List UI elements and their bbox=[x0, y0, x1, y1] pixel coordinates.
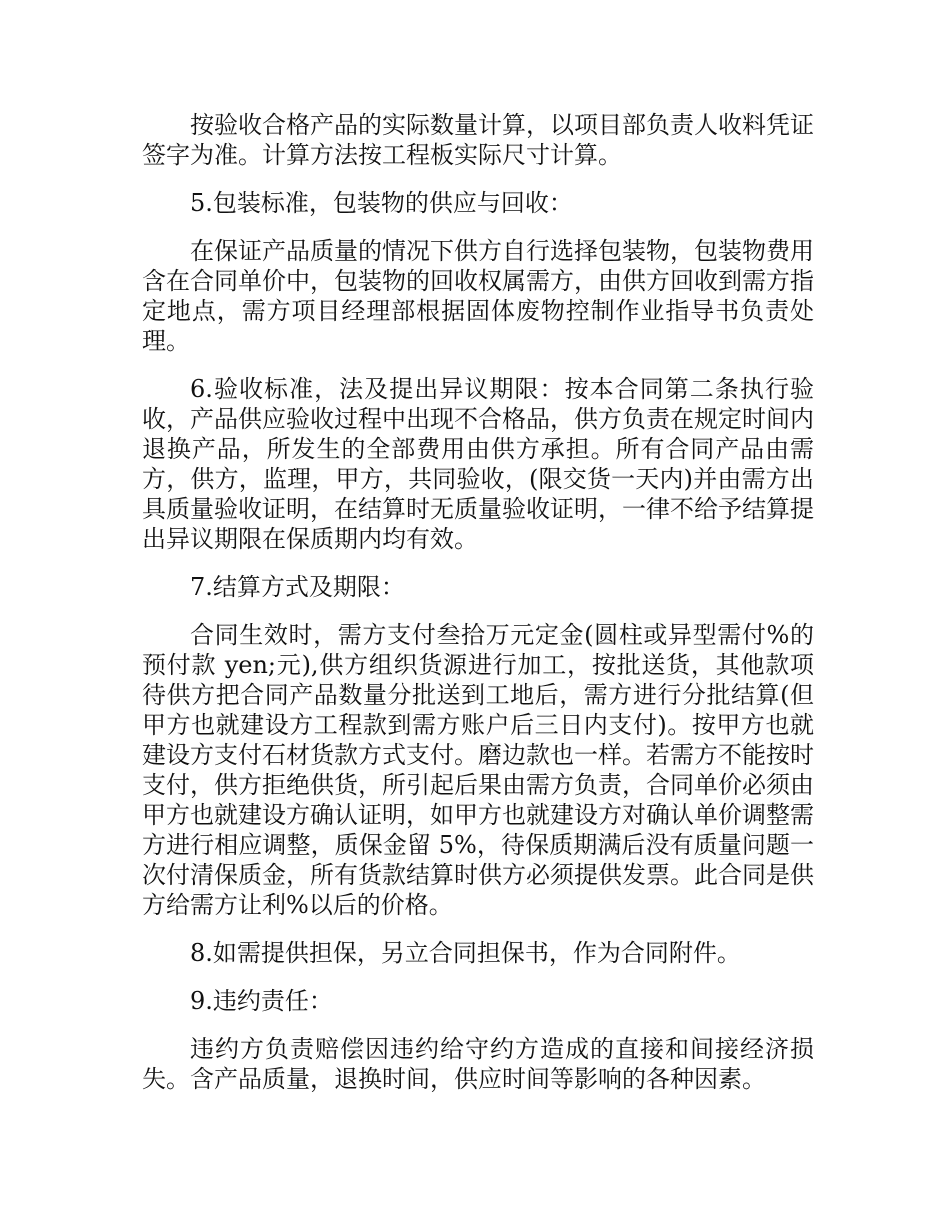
paragraph-acceptance: 6.验收标准，法及提出异议期限：按本合同第二条执行验收，产品供应验收过程中出现不合格品，供方负责在规定时间内退换产品，所发生的全部费用由供方承担。所有合同产品由需方，供方，监理，甲方，共同验收，(限交货一天内)并由需方出具质量验收证明，在结算时无质量验收证明，一律不给予结算提出异议期限在保质期内均有效。 bbox=[142, 375, 814, 553]
section-heading-guarantee: 8.如需提供担保，另立合同担保书，作为合同附件。 bbox=[190, 939, 741, 967]
section-heading-liability: 9.违约责任： bbox=[190, 987, 333, 1015]
document-page bbox=[142, 110, 814, 1112]
paragraph-packaging: 在保证产品质量的情况下供方自行选择包装物，包装物费用含在合同单价中，包装物的回收权属需方，由供方回收到需方指定地点，需方项目经理部根据固体废物控制作业指导书负责处理。 bbox=[142, 237, 814, 355]
section-heading-settlement: 7.结算方式及期限： bbox=[190, 573, 405, 601]
paragraph-settlement: 合同生效时，需方支付叁拾万元定金(圆柱或异型需付%的预付款 yen;元),供方组织货源进行加工，按批送货，其他款项待供方把合同产品数量分批送到工地后，需方进行分批结算(但甲方也就建设方工程款到需方账户后三日内支付)。按甲方也就建设方支付石材货款方式支付。磨边款也一样。若需方不能按时支付，供方拒绝供货，所引起后果由需方负责，合同单价必须由甲方也就建设方确认证明，如甲方也就建设方对确认单价调整需方进行相应调整，质保金留 5%，待保质期满后没有质量问题一次付清保质金，所有货款结算时供方必须提供发票。此合同是供方给需方让利%以后的价格。 bbox=[142, 621, 814, 919]
paragraph-settlement-quantity: 按验收合格产品的实际数量计算，以项目部负责人收料凭证签字为准。计算方法按工程板实际尺寸计算。 bbox=[142, 111, 814, 169]
paragraph-liability: 违约方负责赔偿因违约给守约方造成的直接和间接经济损失。含产品质量，退换时间，供应时间等影响的各种因素。 bbox=[142, 1035, 814, 1093]
section-heading-packaging: 5.包装标准，包装物的供应与回收： bbox=[190, 189, 573, 217]
